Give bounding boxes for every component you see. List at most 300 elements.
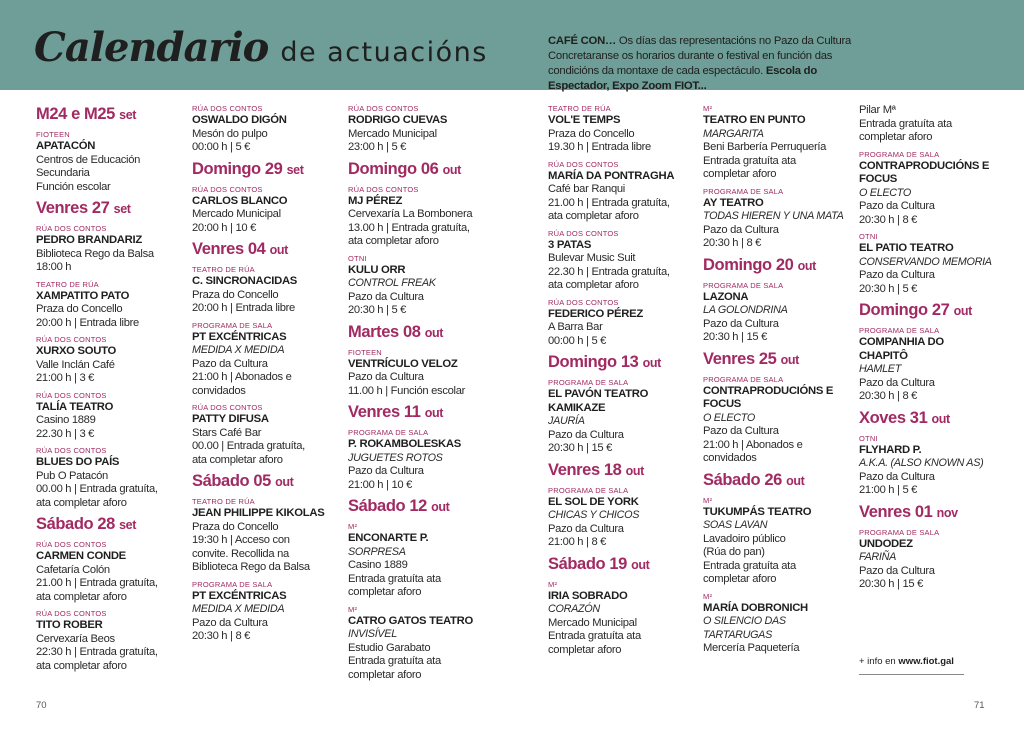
event-entry <box>192 580 342 644</box>
event-detail: Mercería Paquetería <box>703 642 800 654</box>
event-detail: 21:00 h | 8 € <box>548 536 607 548</box>
event-category: RÚA DOS CONTOS <box>548 159 619 169</box>
event-category: M² <box>703 591 713 601</box>
event-title: TODAS HIEREN Y UNA MATA <box>703 210 844 222</box>
day-heading <box>859 502 994 523</box>
event-detail: Pub O Patacón <box>36 469 108 482</box>
event-name: EL PATIO TEATRO <box>859 242 954 254</box>
event-title: CONSERVANDO MEMORIA <box>859 255 992 268</box>
event-category: PROGRAMA DE SALA <box>859 527 940 537</box>
event-category: M² <box>348 522 358 531</box>
day-month: out <box>786 473 805 488</box>
day-label: Venres 01 <box>859 502 933 521</box>
page-number-left: 70 <box>36 700 47 711</box>
event-detail: Pazo da Cultura <box>859 470 935 483</box>
event-detail: Pazo da Cultura <box>859 269 935 281</box>
event-category: M² <box>703 104 713 113</box>
note-tail: Escola do Espectador, Expo Zoom FIOT... <box>548 65 817 92</box>
day-month: out <box>424 325 443 340</box>
event-entry <box>348 104 498 155</box>
day-label: Sábado 12 <box>348 497 427 515</box>
event-detail: convite. Recollida na <box>192 547 289 560</box>
event-entry <box>548 580 698 658</box>
day-label: M24 e M25 <box>36 105 115 123</box>
event-name: CARLOS BLANCO <box>192 194 288 207</box>
event-name: TALÍA TEATRO <box>36 400 114 413</box>
event-detail: Pilar Mª <box>859 104 896 116</box>
event-detail: Función escolar <box>36 180 111 193</box>
event-entry <box>36 224 186 275</box>
event-detail: Cervexaría Beos <box>36 632 115 645</box>
event-detail: Café bar Ranqui <box>548 183 625 195</box>
event-category: RÚA DOS CONTOS <box>36 390 107 400</box>
event-detail: 21:00 h | 3 € <box>36 372 95 384</box>
event-detail: Pazo da Cultura <box>703 317 779 330</box>
event-name: PT EXCÉNTRICAS <box>192 330 287 343</box>
event-detail: ata completar aforo <box>36 659 127 672</box>
event-name: VOL'E TEMPS <box>548 114 621 126</box>
day-month: out <box>931 411 950 426</box>
event-name: LAZONA <box>703 290 749 303</box>
event-entry <box>36 609 186 673</box>
event-entry <box>348 185 498 249</box>
event-name: IRIA SOBRADO <box>548 589 628 602</box>
event-detail: Entrada gratuíta ata <box>703 154 796 167</box>
event-entry <box>36 391 186 442</box>
event-category: RÚA DOS CONTOS <box>36 335 107 344</box>
event-detail: Casino 1889 <box>36 414 96 426</box>
day-heading <box>192 159 342 180</box>
event-detail: Praza do Concello <box>36 303 123 315</box>
event-detail: Entrada gratuíta ata <box>703 559 796 572</box>
event-detail: Praza do Concello <box>192 288 279 301</box>
day-heading <box>36 198 186 219</box>
event-detail: Biblioteca Rego da Balsa <box>36 247 154 260</box>
event-entry <box>703 104 853 182</box>
event-title: JAURÍA <box>548 415 585 427</box>
event-entry <box>36 130 186 194</box>
event-detail: Casino 1889 <box>348 559 408 571</box>
day-month: out <box>797 258 816 273</box>
event-detail: 00.00 | Entrada gratuíta, <box>192 440 305 452</box>
event-detail: Pazo da Cultura <box>348 371 424 383</box>
event-detail: 18:00 h <box>36 261 72 273</box>
event-detail: 20:30 h | 5 € <box>348 304 407 316</box>
event-entry <box>859 104 994 145</box>
event-detail: 19.30 h | Entrada libre <box>548 141 651 153</box>
event-detail: Entrada gratuíta ata <box>348 655 441 667</box>
event-detail: 22.30 h | 3 € <box>36 427 95 440</box>
event-detail: Biblioteca Rego da Balsa <box>192 561 310 573</box>
event-entry <box>548 104 698 155</box>
event-detail: 20:00 h | Entrada libre <box>192 302 295 314</box>
event-detail: Valle Inclán Café <box>36 358 115 371</box>
event-entry <box>192 321 342 399</box>
day-label: Domingo 27 <box>859 301 950 319</box>
day-heading <box>703 470 853 491</box>
event-detail: Mercado Municipal <box>192 208 281 220</box>
event-detail: Lavadoiro público <box>703 532 786 545</box>
event-name: PT EXCÉNTRICAS <box>192 589 287 602</box>
day-label: Sábado 19 <box>548 554 627 573</box>
event-detail: 21:00 h | 10 € <box>348 478 413 491</box>
event-title: MEDIDA X MEDIDA <box>192 603 285 615</box>
day-heading <box>703 255 853 276</box>
event-title: SOAS LAVAN <box>703 519 768 531</box>
event-entry <box>348 605 498 683</box>
event-entry <box>548 229 698 293</box>
event-entry <box>859 150 994 228</box>
header-band <box>0 0 1024 90</box>
calendar-column-4 <box>548 104 698 657</box>
event-entry <box>703 187 853 251</box>
event-detail: Pazo da Cultura <box>703 425 779 437</box>
event-title: MARGARITA <box>703 127 764 140</box>
event-detail: ata completar aforo <box>548 279 639 291</box>
event-category: TEATRO DE RÚA <box>192 265 255 274</box>
event-category: PROGRAMA DE SALA <box>703 186 784 196</box>
day-label: Domingo 29 <box>192 159 283 178</box>
event-category: M² <box>348 604 358 614</box>
event-detail: 20:30 h | 8 € <box>859 390 918 402</box>
day-heading <box>348 322 498 343</box>
event-detail: 20:00 h | 10 € <box>192 221 257 234</box>
more-info <box>859 656 954 667</box>
event-category: PROGRAMA DE SALA <box>192 579 273 589</box>
event-detail: completar aforo <box>859 131 933 143</box>
event-name: 3 PATAS <box>548 238 592 251</box>
event-detail: Centros de Educación <box>36 153 141 166</box>
day-label: Sábado 05 <box>192 472 271 490</box>
event-name: ENCONARTE P. <box>348 532 429 544</box>
event-name: CONTRAPRODUCIÓNS E FOCUS <box>703 384 834 410</box>
event-title: FARIÑA <box>859 551 896 563</box>
event-entry <box>36 280 186 331</box>
event-detail: completar aforo <box>548 643 622 656</box>
event-detail: convidados <box>192 384 246 397</box>
event-detail: Entrada gratuíta ata <box>548 630 641 642</box>
calendar-column-1 <box>36 104 186 673</box>
day-month: out <box>631 557 650 572</box>
event-category: RÚA DOS CONTOS <box>348 184 419 194</box>
event-entry <box>859 434 994 498</box>
event-detail: 20:00 h | Entrada libre <box>36 316 139 329</box>
event-category: RÚA DOS CONTOS <box>348 104 419 113</box>
event-category: TEATRO DE RÚA <box>192 497 255 506</box>
day-month: out <box>642 356 661 370</box>
event-name: CONTRAPRODUCIÓNS E FOCUS <box>859 159 990 185</box>
event-category: FIOTEEN <box>348 347 382 357</box>
event-detail: Pazo da Cultura <box>859 564 935 577</box>
event-detail: Pazo da Cultura <box>859 200 935 212</box>
event-title: SORPRESA <box>348 545 406 558</box>
day-heading <box>36 104 186 125</box>
day-month: set <box>113 202 131 216</box>
event-name: CATRO GATOS TEATRO <box>348 614 473 627</box>
event-detail: Pazo da Cultura <box>348 290 424 303</box>
day-heading <box>192 471 342 492</box>
event-name: MJ PÉREZ <box>348 194 403 207</box>
event-category: RÚA DOS CONTOS <box>192 104 263 113</box>
event-detail: 19:30 h | Acceso con <box>192 534 290 546</box>
event-name: OSWALDO DIGÓN <box>192 114 287 126</box>
event-category: M² <box>703 495 713 505</box>
event-entry <box>192 497 342 575</box>
event-category: RÚA DOS CONTOS <box>36 540 107 549</box>
more-info-prefix: + info en <box>859 656 899 667</box>
event-detail: 20:30 h | 15 € <box>548 442 613 454</box>
day-heading <box>548 352 698 373</box>
day-label: Venres 25 <box>703 349 777 368</box>
day-label: Venres 04 <box>192 240 266 258</box>
event-category: RÚA DOS CONTOS <box>36 446 107 455</box>
event-category: PROGRAMA DE SALA <box>703 374 784 384</box>
event-detail: completar aforo <box>348 668 422 681</box>
event-name: VENTRÍCULO VELOZ <box>348 357 458 370</box>
event-name: APATACÓN <box>36 140 96 152</box>
event-name: XAMPATITO PATO <box>36 289 130 302</box>
event-detail: 00.00 h | Entrada gratuíta, <box>36 483 158 495</box>
day-label: Xoves 31 <box>859 408 928 427</box>
event-category: OTNI <box>348 253 367 263</box>
event-entry <box>703 496 853 587</box>
event-title: CHICAS Y CHICOS <box>548 509 640 521</box>
event-entry <box>548 160 698 224</box>
day-label: Venres 18 <box>548 460 622 479</box>
event-detail: ata completar aforo <box>348 235 439 247</box>
day-heading <box>859 408 994 429</box>
day-month: out <box>780 352 799 367</box>
day-label: Martes 08 <box>348 322 421 341</box>
event-entry <box>348 254 498 318</box>
event-detail: completar aforo <box>703 573 777 585</box>
day-month: out <box>625 463 644 478</box>
event-entry <box>703 592 853 656</box>
event-entry <box>36 540 186 604</box>
calendar-column-6 <box>859 104 994 592</box>
event-category: PROGRAMA DE SALA <box>703 280 784 290</box>
event-entry <box>192 104 342 155</box>
event-entry <box>859 528 994 592</box>
event-category: PROGRAMA DE SALA <box>348 428 429 437</box>
event-entry <box>348 428 498 492</box>
event-detail: Mesón do pulpo <box>192 127 268 140</box>
event-detail: Pazo da Cultura <box>192 357 268 370</box>
event-title: CONTROL FREAK <box>348 277 436 289</box>
day-label: Venres 11 <box>348 403 421 421</box>
event-entry <box>36 446 186 510</box>
event-entry <box>192 403 342 467</box>
day-month: out <box>431 500 450 514</box>
event-category: RÚA DOS CONTOS <box>36 609 107 618</box>
event-detail: 00:00 h | 5 € <box>548 334 607 347</box>
event-detail: 20:30 h | 8 € <box>859 213 918 226</box>
event-detail: 20:30 h | 15 € <box>859 578 924 590</box>
event-detail: Bulevar Music Suit <box>548 252 636 264</box>
event-detail: 22:30 h | Entrada gratuíta, <box>36 646 158 658</box>
event-detail: (Rúa do pan) <box>703 546 765 558</box>
more-info-link[interactable]: www.fiot.gal <box>898 656 954 667</box>
event-entry <box>548 378 698 456</box>
event-entry <box>192 185 342 236</box>
event-detail: A Barra Bar <box>548 321 603 333</box>
day-label: Domingo 13 <box>548 353 639 371</box>
event-detail: 20:30 h | 8 € <box>703 237 762 249</box>
event-name: XURXO SOUTO <box>36 345 116 357</box>
day-heading <box>36 514 186 535</box>
event-detail: Secundaria <box>36 167 90 179</box>
event-name: EL SOL DE YORK <box>548 495 639 508</box>
event-detail: 11.00 h | Función escolar <box>348 384 466 397</box>
event-detail: convidados <box>703 452 757 464</box>
event-title: JUGUETES ROTOS <box>348 451 443 464</box>
calendar-column-5 <box>703 104 853 656</box>
event-category: TEATRO DE RÚA <box>548 104 611 113</box>
day-label: Sábado 26 <box>703 470 782 489</box>
event-detail: completar aforo <box>348 586 422 598</box>
event-detail: Pazo da Cultura <box>548 428 624 441</box>
event-name: PEDRO BRANDARIZ <box>36 234 142 246</box>
event-detail: Cafetaría Colón <box>36 563 110 576</box>
day-month: out <box>442 162 461 177</box>
event-detail: 13.00 h | Entrada gratuíta, <box>348 221 470 234</box>
day-month: set <box>286 162 304 177</box>
event-category: RÚA DOS CONTOS <box>548 228 619 238</box>
event-entry <box>703 375 853 466</box>
event-detail: Pazo da Cultura <box>192 616 268 629</box>
divider <box>859 674 964 675</box>
event-detail: 00:00 h | 5 € <box>192 141 251 153</box>
day-label: Domingo 20 <box>703 255 794 274</box>
event-entry <box>548 486 698 550</box>
event-detail: ata completar aforo <box>36 496 127 509</box>
event-detail: Cervexaría La Bombonera <box>348 208 473 220</box>
event-title: HAMLET <box>859 363 901 375</box>
event-name: KULU ORR <box>348 263 406 276</box>
event-name: TITO ROBER <box>36 619 103 631</box>
event-title: LA GOLONDRINA <box>703 304 788 316</box>
day-month: out <box>953 304 972 318</box>
title-script: Calendario <box>34 24 269 71</box>
calendar-column-2 <box>192 104 342 644</box>
event-detail: 20:30 h | 5 € <box>859 282 918 295</box>
event-category: PROGRAMA DE SALA <box>859 326 940 335</box>
event-entry <box>348 348 498 399</box>
event-category: PROGRAMA DE SALA <box>192 320 273 330</box>
event-detail: Stars Café Bar <box>192 426 262 439</box>
event-detail: 21.00 h | Entrada gratuíta, <box>548 196 670 209</box>
event-name: MARÍA DOBRONICH <box>703 601 808 614</box>
event-category: RÚA DOS CONTOS <box>548 297 619 307</box>
note-lead: CAFÉ CON… <box>548 35 617 47</box>
event-name: BLUES DO PAÍS <box>36 456 120 468</box>
event-name: TEATRO EN PUNTO <box>703 114 806 126</box>
event-title: O SILENCIO DAS TARTARUGAS <box>703 615 786 641</box>
event-detail: Estudio Garabato <box>348 641 431 654</box>
event-name: AY TEATRO <box>703 196 764 209</box>
event-name: FEDERICO PÉREZ <box>548 307 643 320</box>
day-month: out <box>275 475 294 489</box>
event-category: RÚA DOS CONTOS <box>36 224 107 233</box>
day-heading <box>348 496 498 517</box>
event-detail: Praza do Concello <box>548 127 635 140</box>
event-detail: ata completar aforo <box>192 453 283 466</box>
event-title: CORAZÓN <box>548 603 600 615</box>
day-heading <box>348 159 498 180</box>
event-detail: Pazo da Cultura <box>548 522 624 535</box>
event-detail: 21:00 h | Abonados e <box>192 371 292 383</box>
page-title <box>34 24 488 71</box>
event-category: OTNI <box>859 433 878 443</box>
event-name: EL PAVÓN TEATRO KAMIKAZE <box>548 388 649 414</box>
event-entry <box>859 232 994 296</box>
event-detail: 23:00 h | 5 € <box>348 141 407 153</box>
event-detail: Praza do Concello <box>192 520 279 533</box>
event-entry <box>192 265 342 316</box>
note-body: Os días das representacións no Pazo da Cultura Concretaranse os horarios durante o festival en función das condicións da montaxe de cada espectáculo. <box>548 35 852 77</box>
event-title: A.K.A. (ALSO KNOWN AS) <box>859 457 984 469</box>
event-detail: Mercado Municipal <box>548 616 637 629</box>
event-title: O ELECTO <box>703 411 756 424</box>
day-month: set <box>119 518 136 532</box>
event-detail: ata completar aforo <box>548 210 639 222</box>
event-name: TUKUMPÁS TEATRO <box>703 505 812 518</box>
event-detail: Entrada gratuíta ata <box>348 572 441 585</box>
day-label: Domingo 06 <box>348 159 439 178</box>
event-name: RODRIGO CUEVAS <box>348 114 448 126</box>
event-detail: Beni Barbería Perruquería <box>703 141 827 153</box>
event-entry <box>36 335 186 386</box>
event-name: FLYHARD P. <box>859 443 922 456</box>
event-name: P. ROKAMBOLESKAS <box>348 438 461 450</box>
day-heading <box>859 300 994 321</box>
event-title: O ELECTO <box>859 186 912 199</box>
event-entry <box>703 281 853 345</box>
event-name: UNDODEZ <box>859 537 913 550</box>
event-detail: Pazo da Cultura <box>859 376 935 389</box>
day-month: nov <box>936 505 958 520</box>
event-detail: 21:00 h | Abonados e <box>703 438 803 451</box>
day-label: Sábado 28 <box>36 515 115 533</box>
day-heading <box>703 349 853 370</box>
event-entry <box>548 298 698 349</box>
event-category: RÚA DOS CONTOS <box>192 403 263 412</box>
day-heading <box>548 554 698 575</box>
title-rest: de actuacións <box>280 37 488 68</box>
event-detail: 20:30 h | 8 € <box>192 630 251 642</box>
event-detail: Mercado Municipal <box>348 127 437 140</box>
event-category: M² <box>548 579 558 589</box>
event-detail: Pazo da Cultura <box>703 223 779 236</box>
event-entry <box>859 326 994 404</box>
page-number-right: 71 <box>974 700 985 711</box>
event-detail: Entrada gratuíta ata <box>859 117 952 130</box>
event-title: INVISÍVEL <box>348 628 397 640</box>
event-detail: 22.30 h | Entrada gratuíta, <box>548 265 670 278</box>
event-category: TEATRO DE RÚA <box>36 279 99 289</box>
event-name: CARMEN CONDE <box>36 550 126 562</box>
event-name: C. SINCRONACIDAS <box>192 275 298 287</box>
event-category: PROGRAMA DE SALA <box>859 149 940 159</box>
day-heading <box>192 239 342 260</box>
event-name: MARÍA DA PONTRAGHA <box>548 169 675 182</box>
event-entry <box>348 522 498 600</box>
day-heading <box>548 460 698 481</box>
header-note <box>548 34 878 94</box>
event-detail: completar aforo <box>703 168 777 180</box>
event-title: MEDIDA X MEDIDA <box>192 344 285 356</box>
event-category: FIOTEEN <box>36 130 70 139</box>
